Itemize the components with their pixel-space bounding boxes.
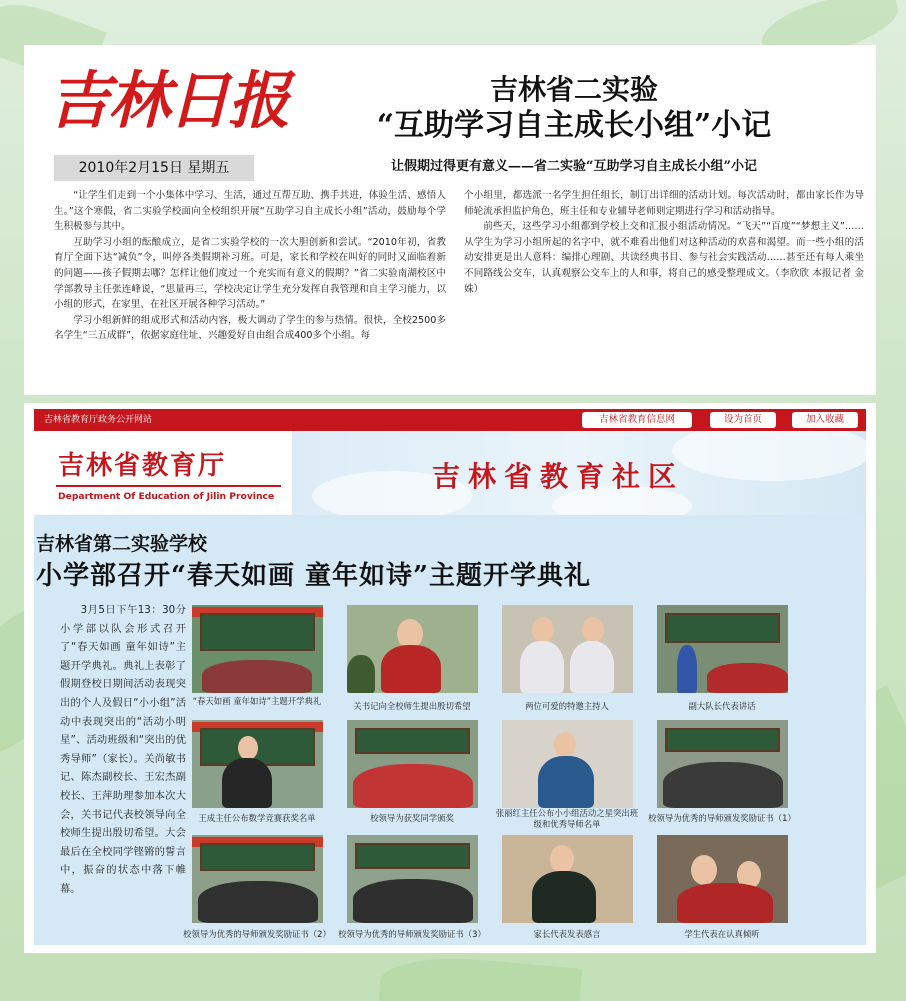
dept-name: 吉林省教育厅 xyxy=(58,451,227,481)
event-photo[interactable] xyxy=(657,835,788,923)
headline-line-2: “互助学习自主成长小组”小记 xyxy=(376,108,772,143)
event-photo[interactable] xyxy=(347,605,478,693)
event-photo[interactable] xyxy=(347,835,478,923)
set-homepage-button[interactable]: 设为首页 xyxy=(710,412,776,428)
event-photo[interactable] xyxy=(192,720,323,808)
paragraph: 学习小组新鲜的组成形式和活动内容，极大调动了学生的参与热情。很快，全校2500多名学生“三五成群”，依据家庭住址、兴趣爱好自由组合成400多个小组。每 xyxy=(54,314,446,342)
article-body xyxy=(60,601,186,899)
paragraph: 互助学习小组的酝酿成立，是省二实验学校的一次大胆创新和尝试。“2010年初，省教育厅全面下达“减负”令，叫停各类假期补习班。可是，家长和学校在叫好的同时又面临着新的问题——孩子假期去哪？怎样让他们度过一个充实而有意义的假期？”省二实验南湖校区中学部教导主任张连峰说，“思量再三，学校决定让学生充分发挥自我管理和自主学习能力，以小组的形式，在家里、在社区开展各种学习活动。” xyxy=(54,236,446,311)
newspaper-subheadline: 让假期过得更有意义——省二实验“互助学习自主成长小组”小记 xyxy=(391,159,757,174)
photo-caption: 王成主任公布数学竞赛获奖名单 xyxy=(198,813,316,823)
photo-caption: 张丽红主任公布小小组活动之星突出班级和优秀导师名单 xyxy=(495,808,639,829)
newspaper-logo: 吉林日报 xyxy=(48,64,289,137)
newspaper-headline xyxy=(294,73,854,145)
community-title: 吉林省教育社区 xyxy=(432,460,685,493)
event-photo[interactable] xyxy=(347,720,478,808)
site-top-bar xyxy=(34,409,866,431)
photo-caption: 校领导为优秀的导师颁发奖励证书（1） xyxy=(648,813,796,823)
photo-caption: 校领导为优秀的导师颁发奖励证书（2） xyxy=(183,929,331,939)
photo-caption: 学生代表在认真倾听 xyxy=(684,929,760,939)
event-photo[interactable] xyxy=(502,605,633,693)
photo-caption: 校领导为优秀的导师颁发奖励证书（3） xyxy=(338,929,486,939)
site-banner xyxy=(34,431,866,515)
paragraph: “让学生们走到一个小集体中学习、生活，通过互帮互助、携手共进，体验生活、感悟人生。”这个寒假，省二实验学校面向全校组织开展“互助学习自主成长小组”活动，鼓励每个学生积极参与其中。 xyxy=(54,190,446,233)
education-info-link[interactable]: 吉林省教育信息网 xyxy=(582,412,692,428)
photo-caption: 校领导为获奖同学颁奖 xyxy=(370,813,454,823)
event-photo[interactable] xyxy=(657,605,788,693)
photo-caption: “春天如画 童年如诗”主题开学典礼 xyxy=(192,696,322,706)
banner-background xyxy=(292,431,866,515)
event-photo[interactable] xyxy=(192,605,323,693)
event-photo[interactable] xyxy=(657,720,788,808)
photo-caption: 副大队长代表讲话 xyxy=(688,701,756,711)
website-screenshot xyxy=(24,403,876,953)
article-title: 小学部召开“春天如画 童年如诗”主题开学典礼 xyxy=(36,561,591,591)
photo-caption: 两位可爱的特邀主持人 xyxy=(525,701,609,711)
photo-caption: 家长代表发表感言 xyxy=(533,929,601,939)
paragraph: 个小组里，都选派一名学生担任组长，制订出详细的活动计划。每次活动时，都由家长作为导师轮流承担监护角色，班主任和专业辅导老师则定期进行学习和活动指导。 xyxy=(464,190,864,217)
dept-english-name: Department Of Education of Jilin Province xyxy=(58,491,275,502)
background-leaf xyxy=(378,951,582,1001)
photo-caption: 关书记向全校师生提出殷切希望 xyxy=(353,701,471,711)
school-name: 吉林省第二实验学校 xyxy=(36,533,208,555)
dept-divider xyxy=(56,485,281,487)
paragraph: 3月5日下午13：30分小学部以队会形式召开了“春天如画 童年如诗”主题开学典礼。典礼上表彰了假期登校日期间活动表现突出的个人及假日“小小组”活动中表现突出的“活动小明星”、活动班级和“突出的优秀导师”（家长）。关尚敏书记、陈杰副校长、王宏杰副校长、王萍助理参加本次大会，关书记代表校领导向全校师生提出殷切希望。大会最后在全校同学铿锵的誓言中，振奋的状态中落下帷幕。 xyxy=(60,604,186,895)
paragraph: 前些天，这些学习小组都到学校上交和汇报小组活动情况。“飞天”“百度”“梦想主义”……从学生为学习小组所起的名字中，就不难看出他们对这种活动的欢喜和渴望。而一些小组的活动安排更是出人意料：编排心理剧、共读经典书目、参与社会实践活动……甚至还有每人乘坐不同路线公交车，认真观察公交车上的人和事，将自己的感受整理成文。（李欣欣 本报记者 金姝） xyxy=(464,221,864,295)
newspaper-clipping xyxy=(24,45,876,395)
newspaper-column-2 xyxy=(464,188,864,297)
add-favorite-button[interactable]: 加入收藏 xyxy=(792,412,858,428)
event-photo[interactable] xyxy=(192,835,323,923)
event-photo[interactable] xyxy=(502,720,633,808)
newspaper-column-1 xyxy=(54,188,446,344)
event-photo[interactable] xyxy=(502,835,633,923)
article-area xyxy=(34,515,866,945)
site-top-title: 吉林省教育厅政务公开网站 xyxy=(44,415,153,425)
newspaper-date: 2010年2月15日 星期五 xyxy=(54,155,254,181)
headline-line-1: 吉林省二实验 xyxy=(489,73,658,106)
